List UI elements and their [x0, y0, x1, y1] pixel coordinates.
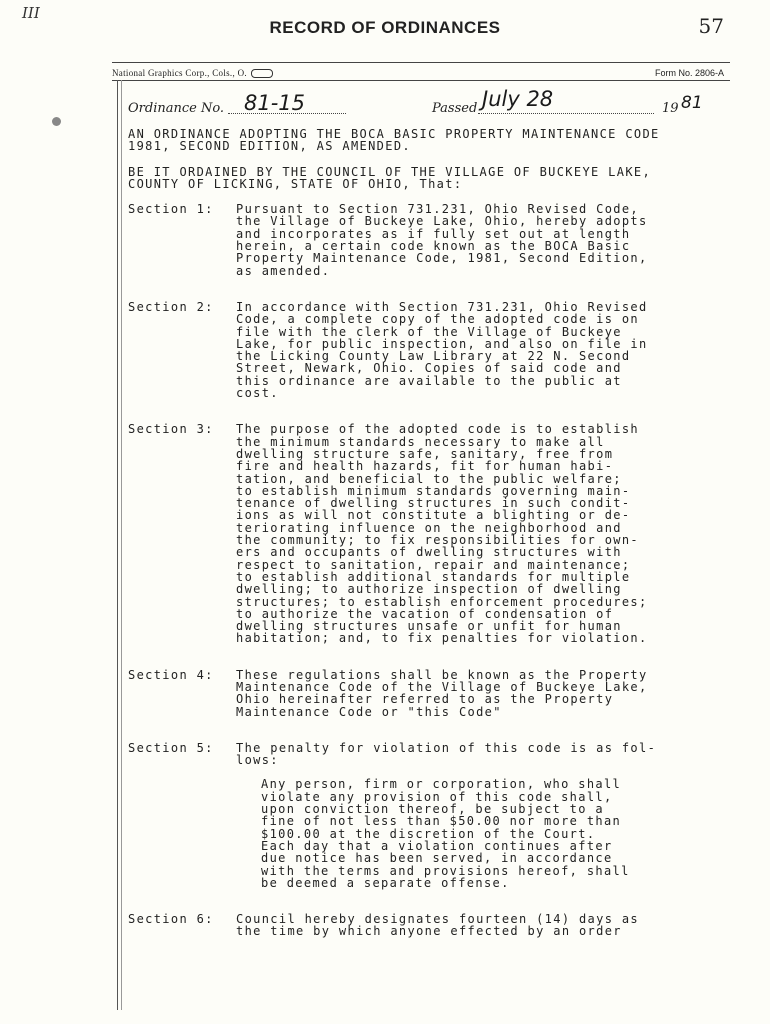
section-label: Section 3: — [128, 422, 214, 437]
publisher-text: National Graphics Corp., Cols., O. — [112, 68, 247, 78]
section-text: These regulations shall be known as the Property Maintenance Code of the Village of Buckeye Lake, Ohio hereinafter referred to as the Property Maintenance Code or "this Code" — [236, 667, 648, 719]
page-number: 57 — [698, 14, 724, 38]
header-rule — [112, 80, 730, 81]
section-text: Pursuant to Section 731.231, Ohio Revised Code, the Village of Buckeye Lake, Ohio, hereby adopts and incorporates as if fully set out at length herein, a certain code known as the BOCA Basic Property Maintenance Code, 1981, Second Edition, as amended. — [236, 202, 648, 278]
section-text: Council hereby designates fourteen (14) days as the time by which anyone effected by an order — [236, 912, 640, 939]
ordinance-number-value: 81-15 — [244, 91, 306, 115]
section-6 — [128, 913, 730, 938]
page-title: RECORD OF ORDINANCES — [269, 18, 501, 37]
passed-label: Passed — [432, 101, 478, 116]
section-5 — [128, 742, 730, 767]
passed-date-value: July 28 — [482, 87, 554, 111]
passed-line — [478, 113, 654, 114]
form-number: Form No. 2806-A — [654, 68, 724, 78]
enacting-clause: BE IT ORDAINED BY THE COUNCIL OF THE VILLAGE OF BUCKEYE LAKE, COUNTY OF LICKING, STATE OF OHIO, That: — [128, 164, 652, 191]
section-label: Section 6: — [128, 912, 214, 927]
section-label: Section 4: — [128, 667, 214, 682]
section-label: Section 2: — [128, 299, 214, 314]
section-label: Section 5: — [128, 740, 214, 755]
ordinance-number-label: Ordinance No. — [128, 101, 225, 116]
section-3 — [128, 423, 730, 644]
section-4 — [128, 669, 730, 718]
year-value: 81 — [681, 93, 703, 113]
section-text: The purpose of the adopted code is to establish the minimum standards necessary to make all dwelling structure safe, sanitary, free from fire and health hazards, fit for human habi- tation, and beneficial to the public welfare; to establish minimum standards governing main- tenance of dwelling structures in such condit- ions as will not constitute a blighting or de- teriorating influence on the neighborhood and the community; to fix responsibilities for own- ers and occupants of dwelling structures with respect to sanitation, repair and maintenance; to establish additional standards for multiple dwelling; to authorize inspection of dwelling structures; to establish enforcement procedures; to authorize the vacation of condensation of dwelling structures unsafe or unfit for human habitation; and, to fix penalties for violation. — [236, 422, 648, 646]
section-label: Section 1: — [128, 202, 214, 217]
top-rule — [112, 62, 730, 63]
margin-rule-inner — [121, 80, 122, 1010]
section-1 — [128, 203, 730, 277]
year-prefix: 19 — [662, 101, 679, 116]
section-2 — [128, 301, 730, 399]
publisher-line — [112, 68, 273, 78]
penalty-clause: Any person, firm or corporation, who shall violate any provision of this code shall, upon conviction thereof, be subject to a fine of not less than $50.00 nor more than $100.00 at the discretion of the Court. Each day that a violation continues after due notice has been served, in accordance with the terms and provisions hereof, shall be deemed a separate offense. — [261, 777, 630, 890]
margin-rule — [117, 80, 118, 1010]
union-label-icon — [251, 69, 273, 78]
section-text: The penalty for violation of this code is as fol- lows: — [236, 740, 657, 768]
punch-hole — [52, 117, 61, 126]
ordinance-body — [128, 128, 730, 938]
corner-mark: III — [22, 4, 40, 22]
ordinance-info-row — [128, 87, 716, 119]
ordinance-title: AN ORDINANCE ADOPTING THE BOCA BASIC PROPERTY MAINTENANCE CODE 1981, SECOND EDITION, AS AMENDED. — [128, 127, 660, 154]
section-text: In accordance with Section 731.231, Ohio Revised Code, a complete copy of the adopted code is on file with the clerk of the Village of Buckeye Lake, for public inspection, and also on file in the Licking County Law Library at 22 N. Second Street, Newark, Ohio. Copies of said code and this ordinance are available to the public at cost. — [236, 299, 648, 401]
